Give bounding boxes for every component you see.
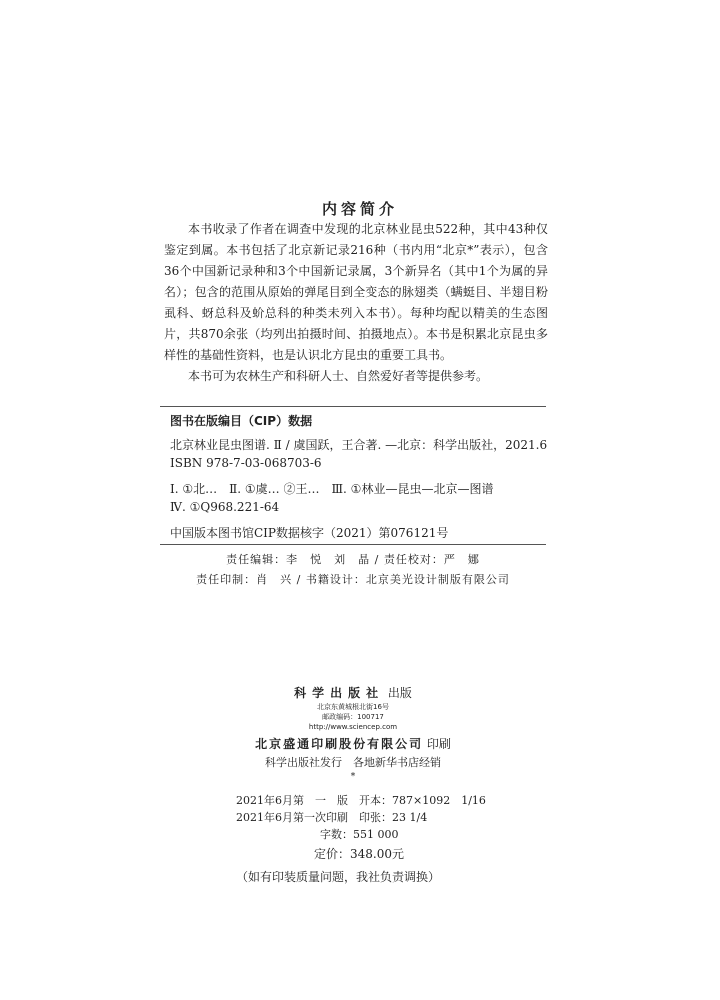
divider-bottom (160, 544, 546, 545)
divider-top (160, 406, 546, 407)
distribution-line: 科学出版社发行 各地新华书店经销 (265, 756, 441, 769)
printer-name: 北京盛通印刷股份有限公司 (255, 737, 424, 751)
editors-block (160, 550, 546, 590)
edition-line: 2021年6月第 一 版 开本：787×1092 1/16 (236, 794, 486, 807)
cip-subject-line: Ⅰ. ①北… Ⅱ. ①虞… ②王… Ⅲ. ①林业—昆虫—北京—图谱 (170, 482, 494, 496)
cip-title-line: 北京林业昆虫图谱. Ⅱ / 虞国跃，王合著. —北京：科学出版社，2021.6 (170, 438, 548, 452)
summary-body (164, 219, 548, 387)
publisher-suffix: 出版 (387, 686, 412, 700)
publisher-name: 科学出版社 (294, 686, 385, 700)
publisher-address: 北京东黄城根北街16号 (317, 703, 389, 711)
printer-line (160, 734, 546, 754)
summary-paragraph: 本书可为农林生产和科研人士、自然爱好者等提供参考。 (188, 369, 489, 383)
quality-notice: （如有印装质量问题，我社负责调换） (236, 870, 441, 884)
printing-line: 2021年6月第一次印刷 印张：23 1/4 (236, 811, 428, 824)
imprint-block (160, 684, 546, 782)
star-mark: * (350, 772, 356, 782)
wordcount-line: 字数：551 000 (320, 828, 399, 841)
editors-line: 责任印制：肖 兴 / 书籍设计：北京美光设计制版有限公司 (196, 573, 510, 586)
cip-block (170, 412, 546, 542)
cip-isbn: ISBN 978-7-03-068703-6 (170, 456, 322, 470)
summary-paragraph: 本书收录了作者在调查中发现的北京林业昆虫522种，其中43种仅鉴定到属。本书包括了北京新记录216种（书内用“北京*”表示），包含36个中国新记录种和3个中国新记录属，3个新异名（其中1个为属的异名）；包含的范围从原始的弹尾目到全变态的脉翅类（螨蜓目、半翅目粉虱科、蚜总科及蚧总科的种类未列入本书）。每种均配以精美的生态图片，共870余张（均列出拍摄时间、拍摄地点）。本书是积累北京昆虫多样性的基础性资料，也是认识北方昆虫的重要工具书。 (164, 222, 548, 362)
editors-line: 责任编辑：李 悦 刘 晶 / 责任校对：严 娜 (226, 553, 480, 566)
printer-suffix: 印刷 (426, 737, 451, 751)
price: 定价：348.00元 (314, 847, 404, 861)
specs-block (236, 792, 496, 889)
cip-record-number: 中国版本图书馆CIP数据核字（2021）第076121号 (170, 526, 449, 540)
publisher-website: http://www.sciencep.com (308, 723, 398, 731)
publisher-postcode: 邮政编码：100717 (322, 713, 384, 721)
cip-classification: Ⅳ. ①Q968.221-64 (170, 500, 280, 514)
summary-title: 内容简介 (321, 200, 398, 218)
cip-heading: 图书在版编目（CIP）数据 (170, 414, 313, 428)
publisher-line (160, 684, 546, 702)
